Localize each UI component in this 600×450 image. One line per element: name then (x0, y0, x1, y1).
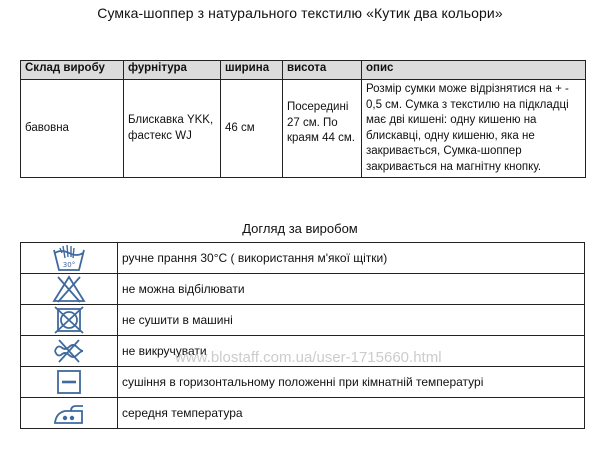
care-row (21, 305, 585, 336)
care-text: не можна відбілювати (118, 274, 585, 305)
hand-wash-icon (21, 244, 117, 272)
do-not-wring-icon (21, 337, 117, 365)
care-text: сушіння в горизонтальному положенні при кімнатній температурі (118, 367, 585, 398)
dry-flat-icon (21, 368, 117, 396)
header-description: опис (362, 61, 586, 80)
care-row (21, 243, 585, 274)
care-row (21, 367, 585, 398)
product-spec-table (20, 60, 586, 178)
cell-composition: бавовна (21, 80, 124, 178)
iron-medium-icon (21, 399, 117, 427)
header-height: висота (283, 61, 362, 80)
cell-width: 46 см (221, 80, 283, 178)
care-table (20, 242, 585, 429)
care-row (21, 398, 585, 429)
header-width: ширина (221, 61, 283, 80)
svg-text:30°: 30° (62, 261, 76, 269)
spec-data-row (21, 80, 586, 178)
care-section-title: Догляд за виробом (242, 221, 358, 236)
care-text: не сушити в машині (118, 305, 585, 336)
page-title: Сумка-шоппер з натурального текстилю «Кутик два кольори» (97, 5, 503, 21)
cell-height: Посередині 27 см. По краям 44 см. (283, 80, 362, 178)
spec-header-row (21, 61, 586, 80)
header-hardware: фурнітура (124, 61, 221, 80)
cell-hardware: Блискавка YKK, фастекс WJ (124, 80, 221, 178)
care-text: середня температура (118, 398, 585, 429)
care-row (21, 274, 585, 305)
care-text: ручне прання 30°С ( використання м'якої щітки) (118, 243, 585, 274)
cell-description: Розмір сумки може відрізнятися на + - 0,5 см. Сумка з текстилю на підкладці має дві кишені: одну кишеню на блискавці, одну кишеню, яка не закривається, Сумка-шоппер закривається на магнітну кнопку. (362, 80, 586, 178)
do-not-bleach-icon (21, 275, 117, 303)
care-text: не викручувати (118, 336, 585, 367)
watermark-text: www.blostaff.com.ua/user-1715660.html (175, 349, 442, 366)
header-composition: Склад виробу (21, 61, 124, 80)
do-not-tumble-dry-icon (21, 306, 117, 334)
